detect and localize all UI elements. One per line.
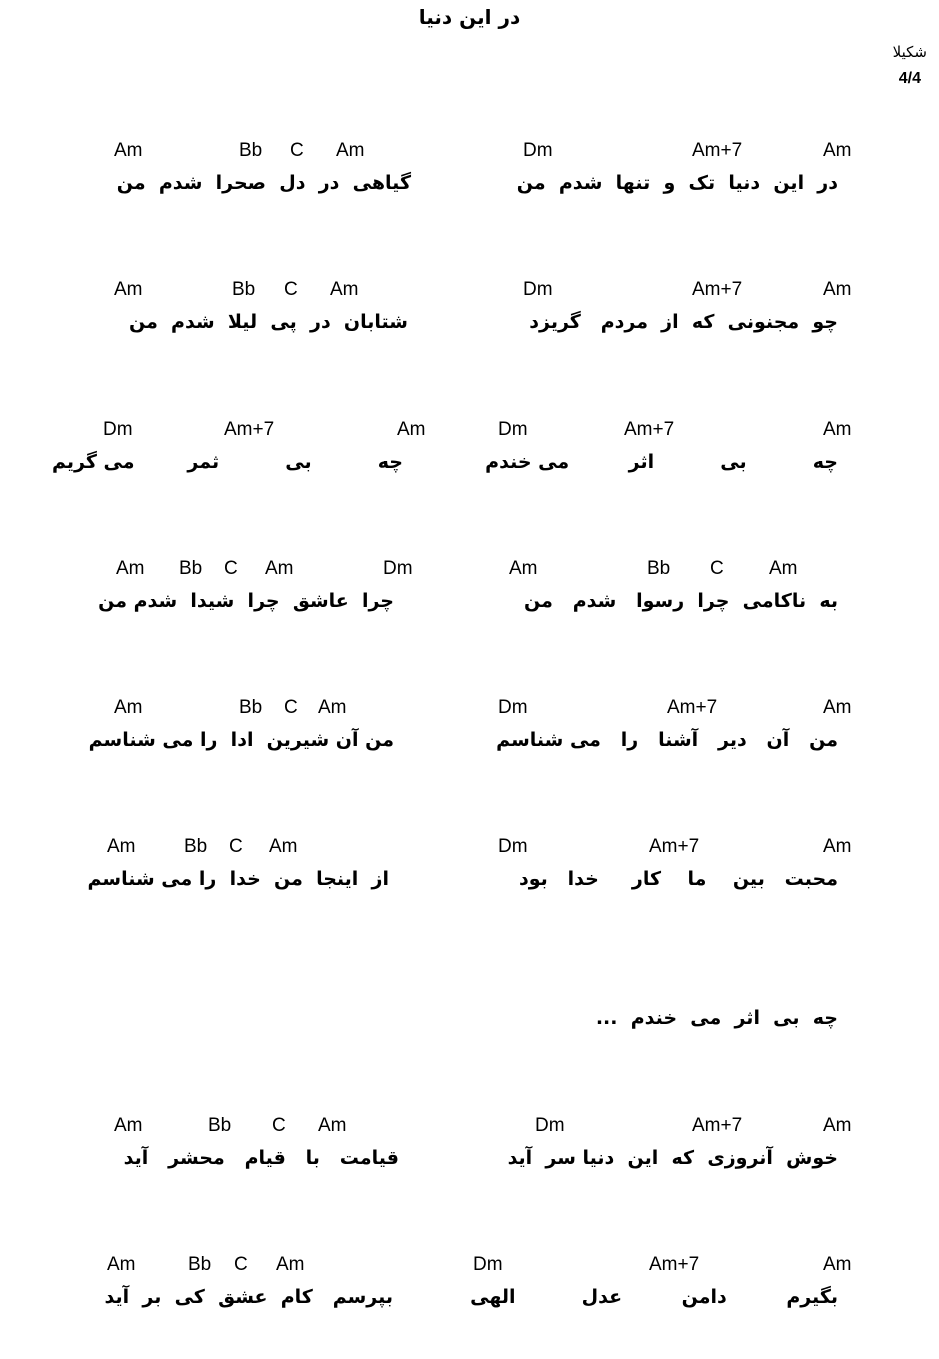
chord-label: Dm	[498, 419, 528, 440]
lyric-line: بپرسم کام عشق کی بر آید	[104, 1286, 393, 1308]
chord-label: Am+7	[692, 140, 743, 161]
chord-label: C	[290, 140, 304, 161]
chord-label: Bb	[647, 558, 671, 579]
chord-label: Dm	[498, 697, 528, 718]
chord-label: Am	[114, 697, 143, 718]
lyric-line: گیاهی در دل صحرا شدم من	[116, 172, 411, 194]
chord-label: Am	[276, 1254, 305, 1275]
chord-label: Am+7	[692, 279, 743, 300]
chord-label: Am	[318, 697, 347, 718]
chord-label: Am	[107, 836, 136, 857]
chord-label: C	[272, 1115, 286, 1136]
chord-label: Am	[823, 836, 852, 857]
chord-label: Am+7	[224, 419, 275, 440]
refrain-line: چه بی اثر می خندم ...	[595, 1007, 838, 1029]
chord-label: Bb	[239, 697, 263, 718]
lyric-line: به ناکامی چرا رسوا شدم من	[524, 590, 838, 612]
chord-label: Bb	[208, 1115, 232, 1136]
lyric-line: محبت بین ما کار خدا بود	[519, 868, 838, 890]
lyric-line: قیامت با قیام محشر آید	[123, 1147, 399, 1169]
chord-label: Am	[318, 1115, 347, 1136]
chord-label: C	[229, 836, 243, 857]
chord-label: Am	[330, 279, 359, 300]
chord-label: C	[224, 558, 238, 579]
lyric-line: چه بی ثمر می گریم	[52, 451, 403, 473]
chord-label: Dm	[383, 558, 413, 579]
chord-label: Am	[336, 140, 365, 161]
chord-label: Bb	[239, 140, 263, 161]
chord-label: Am+7	[692, 1115, 743, 1136]
chord-label: Am	[823, 1254, 852, 1275]
time-signature: 4/4	[898, 70, 921, 87]
chord-label: Dm	[535, 1115, 565, 1136]
lyric-line: من آن شیرین ادا را می شناسم	[88, 729, 394, 751]
chord-label: Am+7	[649, 836, 700, 857]
chord-label: Bb	[188, 1254, 212, 1275]
chord-label: Am+7	[667, 697, 718, 718]
chord-label: Am+7	[649, 1254, 700, 1275]
lyric-line: شتابان در پی لیلا شدم من	[128, 311, 408, 333]
chord-label: Am	[397, 419, 426, 440]
lyric-line: چه بی اثر می خندم	[485, 451, 838, 473]
lyric-line: در این دنیا تک و تنها شدم من	[516, 172, 838, 194]
chord-label: C	[234, 1254, 248, 1275]
lyric-line: چرا عاشق چرا شیدا شدم من	[98, 590, 394, 612]
chord-label: C	[284, 697, 298, 718]
chord-label: C	[284, 279, 298, 300]
chord-label: Am	[265, 558, 294, 579]
artist-name: شکیلا	[892, 43, 927, 61]
chord-label: Bb	[179, 558, 203, 579]
chord-label: Am	[269, 836, 298, 857]
song-title: در این دنیا	[418, 5, 521, 29]
chord-label: Am	[823, 1115, 852, 1136]
chord-label: Dm	[473, 1254, 503, 1275]
chord-label: Am+7	[624, 419, 675, 440]
chord-label: Dm	[523, 279, 553, 300]
chord-label: Am	[823, 279, 852, 300]
chord-label: Am	[116, 558, 145, 579]
lyric-line: من آن دیر آشنا را می شناسم	[496, 729, 838, 751]
chord-label: Am	[107, 1254, 136, 1275]
chord-label: Dm	[523, 140, 553, 161]
lyric-line: از اینجا من خدا را می شناسم	[87, 868, 389, 890]
lyric-line: بگیرم دامن عدل الهی	[470, 1286, 838, 1308]
chord-label: Am	[509, 558, 538, 579]
chord-label: Dm	[498, 836, 528, 857]
chord-label: Am	[823, 419, 852, 440]
chord-label: Am	[823, 697, 852, 718]
chord-label: Dm	[103, 419, 133, 440]
chord-label: Am	[769, 558, 798, 579]
lyric-line: چو مجنونی که از مردم گریزد	[529, 311, 838, 333]
chord-label: Am	[114, 279, 143, 300]
chord-label: C	[710, 558, 724, 579]
chord-label: Bb	[232, 279, 256, 300]
lyric-line: خوش آنروزی که این دنیا سر آید	[507, 1147, 838, 1169]
chord-label: Am	[823, 140, 852, 161]
chord-label: Am	[114, 1115, 143, 1136]
chord-label: Am	[114, 140, 143, 161]
chord-label: Bb	[184, 836, 208, 857]
